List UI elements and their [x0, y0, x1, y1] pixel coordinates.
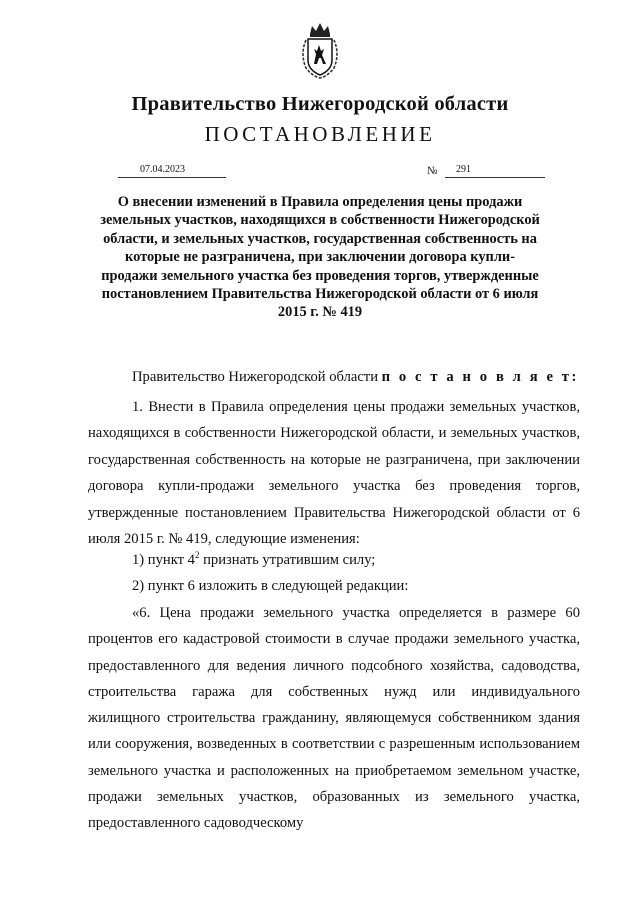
intro-prefix: Правительство Нижегородской области — [132, 369, 382, 385]
document-number-label: № — [427, 165, 438, 177]
subitem-1-prefix: 1) пункт 4 — [132, 552, 195, 568]
document-number-field — [445, 164, 545, 178]
intro-keyword: п о с т а н о в л я е т: — [381, 369, 580, 385]
document-number: 291 — [456, 164, 471, 175]
organization-name: Правительство Нижегородской области — [131, 93, 509, 115]
document-title: О внесении изменений в Правила определения цены продажи земельных участков, находящихся в собственности Нижегородской области, и земельных участков, государственная собственность на которые не разграничена, при заключении договора купли-продажи земельного участка без проведения торгов, утвержденные постановлением Правительства Нижегородской области от 6 июля 2015 г. № 419 — [100, 194, 540, 321]
subitem-1-superscript: 2 — [194, 550, 200, 561]
document-date: 07.04.2023 — [140, 164, 185, 175]
paragraph-item-1: 1. Внести в Правила определения цены продажи земельных участков, находящихся в собственности Нижегородской области, и земельных участков, государственная собственность на которые не разграничена, при заключении договора купли-продажи земельного участка без проведения торгов, утвержденные постановлением Правительства Нижегородской области от 6 июля 2015 г. № 419, следующие изменения: — [88, 399, 580, 548]
coat-of-arms-icon — [298, 20, 342, 80]
document-type: ПОСТАНОВЛЕНИЕ — [204, 122, 436, 146]
paragraph-subitem-1 — [88, 551, 580, 570]
paragraph-subitem-2: 2) пункт 6 изложить в следующей редакции: — [132, 578, 409, 594]
document-date-field — [118, 164, 226, 178]
paragraph-point-6: «6. Цена продажи земельного участка определяется в размере 60 процентов его кадастровой стоимости в случае продажи земельного участка, предоставленного для ведения личного подсобного хозяйства, садоводства, строительства гаража для собственных нужд или индивидуального жилищного строительства гражданину, являющемуся собственником здания или сооружения, возведенных в соответствии с разрешенным использованием земельного участка и расположенных на приобретаемом земельном участке, продажи земельных участков, образованных из земельного участка, предоставленного садоводческому — [88, 605, 580, 832]
intro-paragraph — [88, 368, 580, 387]
subitem-1-suffix: признать утратившим силу; — [199, 552, 376, 568]
